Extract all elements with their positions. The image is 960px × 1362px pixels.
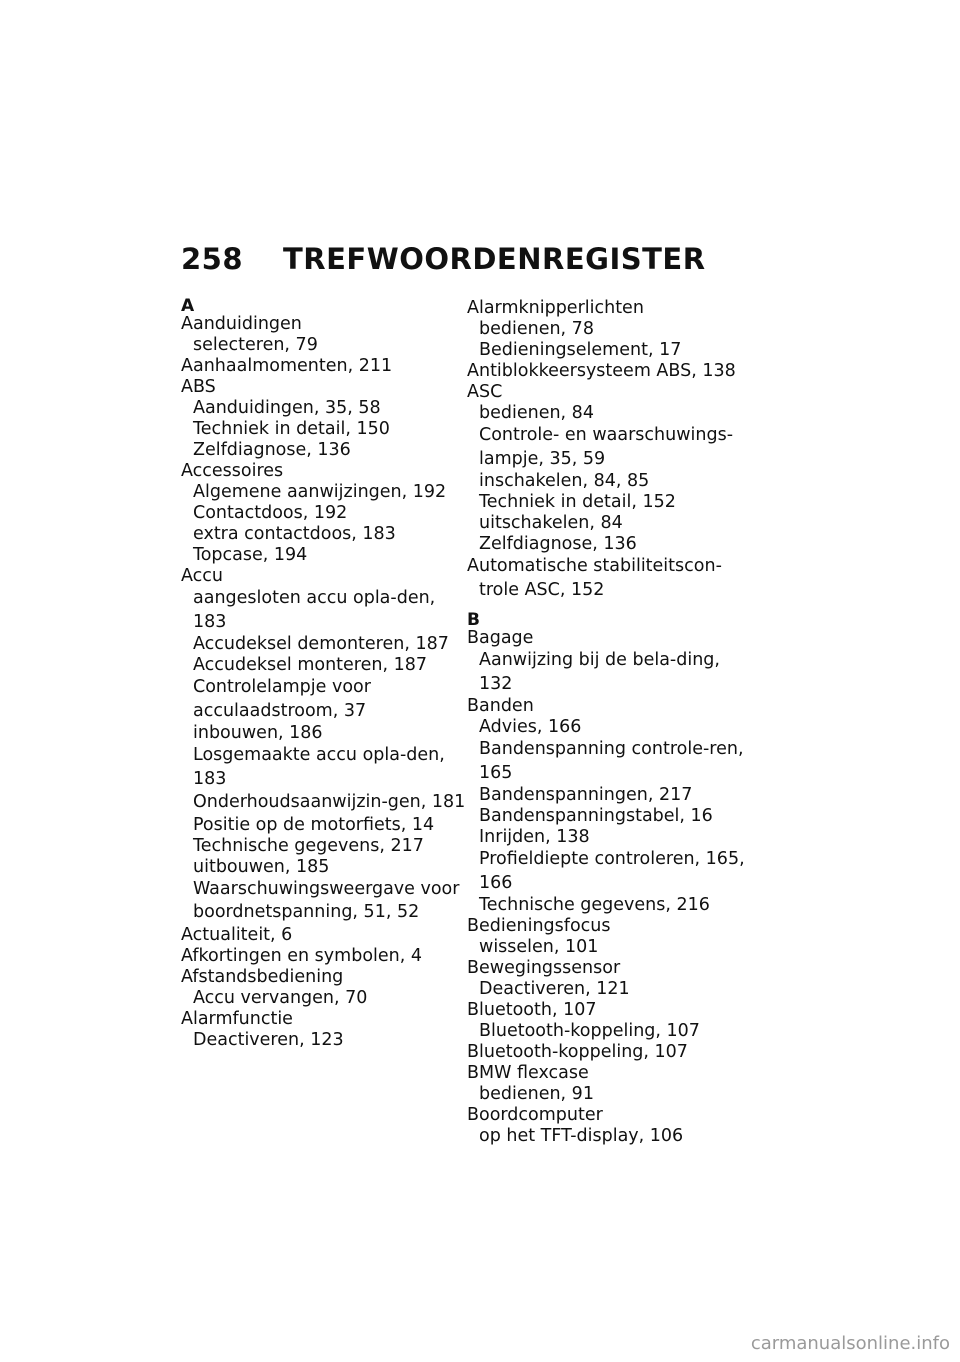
index-letter-heading: B [467, 610, 480, 630]
index-column-right [467, 298, 752, 1147]
index-subentry: Accu vervangen, 70 [193, 987, 368, 1008]
index-entry: Alarmfunctie [181, 1008, 293, 1029]
index-entry: Antiblokkeersysteem ABS, 138 [467, 361, 736, 381]
index-entry: ASC [467, 382, 503, 402]
index-subentry: Accudeksel monteren, 187 [193, 655, 427, 675]
index-subentry: Technische gegevens, 216 [479, 895, 710, 915]
watermark-text: carmanualsonline.info [750, 1333, 950, 1354]
index-subentry: selecteren, 79 [193, 335, 318, 355]
index-entry: Banden [467, 696, 534, 716]
index-entry: Automatische stabiliteitscon-trole ASC, 152 [467, 556, 722, 600]
index-subentry: bedienen, 91 [479, 1084, 594, 1104]
index-subentry: Deactiveren, 123 [193, 1029, 344, 1050]
index-subentry: Advies, 166 [479, 717, 582, 737]
index-subentry: uitbouwen, 185 [193, 856, 330, 877]
index-subentry: extra contactdoos, 183 [193, 524, 396, 544]
index-entry: Bedieningsfocus [467, 916, 611, 936]
index-subentry: Techniek in detail, 152 [479, 492, 676, 512]
page-number: 258 [181, 242, 244, 276]
index-subentry: aangesloten accu opla-den, 183 [193, 588, 436, 632]
index-entry: ABS [181, 377, 216, 397]
index-entry: Bluetooth, 107 [467, 1000, 597, 1020]
index-subentry: Bedieningselement, 17 [479, 340, 682, 360]
index-subentry: Deactiveren, 121 [479, 979, 630, 999]
index-column-left [181, 298, 466, 1051]
index-entry: Accessoires [181, 461, 284, 481]
index-entry: Afstandsbediening [181, 966, 344, 987]
page-title: TREFWOORDENREGISTER [283, 242, 706, 276]
index-subentry: Algemene aanwijzingen, 192 [193, 482, 447, 502]
index-subentry: Contactdoos, 192 [193, 503, 348, 523]
index-entry: Bluetooth-koppeling, 107 [467, 1042, 688, 1062]
index-subentry: bedienen, 84 [479, 403, 594, 423]
index-subentry: Bandenspanningstabel, 16 [479, 806, 713, 826]
index-subentry: Onderhoudsaanwijzin-gen, 181 [193, 792, 466, 812]
index-subentry: Topcase, 194 [193, 545, 308, 565]
index-entry: Aanhaalmomenten, 211 [181, 356, 393, 376]
index-subentry: op het TFT-display, 106 [479, 1126, 684, 1146]
index-subentry: Profieldiepte controleren, 165, 166 [479, 849, 745, 893]
index-entry: Bagage [467, 628, 534, 648]
index-entry: Afkortingen en symbolen, 4 [181, 945, 423, 966]
index-subentry: Bandenspanningen, 217 [479, 785, 693, 805]
index-subentry: Technische gegevens, 217 [193, 835, 424, 856]
index-entry: Aanduidingen [181, 314, 302, 334]
index-subentry: Aanduidingen, 35, 58 [193, 398, 381, 418]
index-subentry: Controle- en waarschuwings-lampje, 35, 59 [479, 425, 734, 469]
index-entry: Accu [181, 566, 223, 586]
index-subentry: Waarschuwingsweergave voor boordnetspanning, 51, 52 [193, 878, 460, 922]
index-subentry: Techniek in detail, 150 [193, 419, 390, 439]
index-letter-heading: A [181, 296, 195, 316]
index-subentry: Zelfdiagnose, 136 [193, 440, 351, 460]
index-subentry: inbouwen, 186 [193, 723, 323, 743]
index-subentry: Losgemaakte accu opla-den, 183 [193, 745, 445, 789]
index-entry: Actualiteit, 6 [181, 924, 293, 945]
index-subentry: Aanwijzing bij de bela-ding, 132 [479, 650, 720, 694]
index-subentry: Inrijden, 138 [479, 827, 590, 847]
index-entry: Bewegingssensor [467, 958, 621, 978]
index-subentry: Controlelampje voor acculaadstroom, 37 [193, 677, 371, 721]
index-subentry: inschakelen, 84, 85 [479, 471, 650, 491]
index-subentry: Bandenspanning controle-ren, 165 [479, 739, 744, 783]
index-entry: BMW flexcase [467, 1063, 589, 1083]
index-entry: Boordcomputer [467, 1105, 603, 1125]
index-entry: Alarmknipperlichten [467, 298, 644, 318]
index-subentry: uitschakelen, 84 [479, 513, 623, 533]
section-gap [467, 602, 752, 612]
index-subentry: Zelfdiagnose, 136 [479, 534, 637, 554]
index-subentry: Bluetooth-koppeling, 107 [479, 1021, 700, 1041]
page-header [181, 242, 706, 276]
index-subentry: Accudeksel demonteren, 187 [193, 634, 449, 654]
index-subentry: wisselen, 101 [479, 937, 599, 957]
index-subentry: Positie op de motorfiets, 14 [193, 814, 435, 835]
index-subentry: bedienen, 78 [479, 319, 594, 339]
